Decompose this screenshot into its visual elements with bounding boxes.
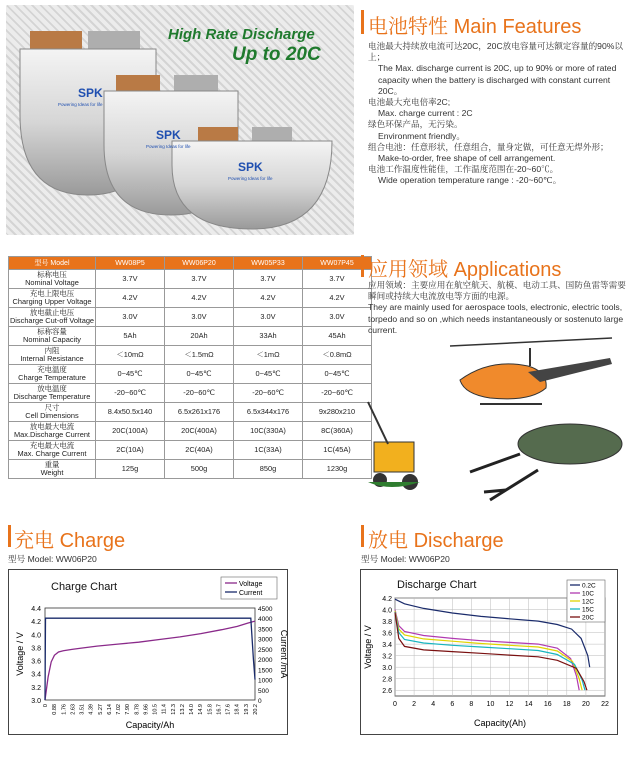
row-label: 标称电压 Nominal Voltage <box>9 270 96 289</box>
applications-title: 应用领域 Applications <box>368 257 562 281</box>
x-tick-label: 12.3 <box>170 704 177 715</box>
table-cell: ＜0.8mΩ <box>303 346 372 365</box>
table-cell: 4.2V <box>303 289 372 308</box>
table-cell: 2C(10A) <box>96 441 165 460</box>
table-cell: 4.2V <box>96 289 165 308</box>
legend-label: 0.2C <box>582 582 596 590</box>
y-tick-label: 3.4 <box>31 671 41 679</box>
table-cell: 33Ah <box>234 327 303 346</box>
row-label: 尺寸 Cell Dimensions <box>9 403 96 422</box>
y-tick-label: 3.6 <box>31 658 41 666</box>
table-row <box>9 270 372 289</box>
feature-3-en: Environment friendly。 <box>378 130 465 141</box>
table-cell: 6.5x261x176 <box>165 403 234 422</box>
y2-tick-label: 1500 <box>258 667 273 675</box>
x-tick-label: 8 <box>469 701 474 708</box>
table-row <box>9 384 372 403</box>
y-tick-label: 4.2 <box>382 596 392 603</box>
x-tick-label: 11.4 <box>161 704 168 715</box>
series-line-12c <box>395 611 582 691</box>
y2-tick-label: 3000 <box>258 636 273 644</box>
brand-logo-1: SPK <box>78 86 103 100</box>
applications-text <box>368 280 626 336</box>
y-tick-label: 4.0 <box>31 632 41 640</box>
table-cell: 0~45℃ <box>303 365 372 384</box>
table-header-cell: WW06P20 <box>165 257 234 270</box>
series-line-current <box>45 618 255 700</box>
helicopter-icon <box>450 338 612 404</box>
table-header-cell: WW08P5 <box>96 257 165 270</box>
x-tick-label: 4.39 <box>88 704 95 715</box>
feature-1-cn: 电池最大持续放电流可达20C，20C放电容量可达额定容量的90%以上； <box>368 41 623 63</box>
table-cell: 3.7V <box>303 270 372 289</box>
feature-4-en: Make-to-order, free shape of cell arrangement. <box>378 153 556 164</box>
y-tick-label: 3.0 <box>382 665 392 673</box>
feature-5-en: Wide operation temperature range : -20~60℃。 <box>378 175 562 186</box>
x-axis-label: Capacity/Ah <box>125 720 175 730</box>
x-tick-label: 16.7 <box>216 704 223 715</box>
charge-chart <box>9 570 287 734</box>
x-tick-label: 15.8 <box>207 704 214 715</box>
table-cell: 3.7V <box>234 270 303 289</box>
y2-tick-label: 1000 <box>258 677 273 685</box>
x-tick-label: 0.88 <box>52 704 59 715</box>
table-cell: 3.7V <box>96 270 165 289</box>
x-tick-label: 22 <box>601 701 609 708</box>
table-cell: ＜1.5mΩ <box>165 346 234 365</box>
x-tick-label: 20 <box>582 701 590 708</box>
table-cell: 9x280x210 <box>303 403 372 422</box>
legend-label: 12C <box>582 598 594 606</box>
svg-text:Powering Ideas for life: Powering Ideas for life <box>146 144 191 149</box>
feature-2-cn: 电池最大充电倍率2C; <box>368 97 451 108</box>
charge-accent-bar <box>8 525 11 547</box>
hero-subheadline: Up to 20C <box>232 44 321 65</box>
x-tick-label: 16 <box>543 701 552 708</box>
x-tick-label: 14.0 <box>189 704 196 715</box>
table-cell: 20C(100A) <box>96 422 165 441</box>
x-tick-label: 14 <box>524 701 533 708</box>
x-tick-label: 0 <box>393 701 397 708</box>
x-tick-label: 18.4 <box>234 704 241 715</box>
svg-text:Powering Ideas for life: Powering Ideas for life <box>228 176 273 181</box>
y2-tick-label: 2500 <box>258 646 273 654</box>
table-cell: -20~60℃ <box>234 384 303 403</box>
y2-tick-label: 3500 <box>258 626 273 634</box>
table-cell: 0~45℃ <box>234 365 303 384</box>
table-cell: 1C(45A) <box>303 441 372 460</box>
table-row <box>9 289 372 308</box>
table-cell: ＜1mΩ <box>234 346 303 365</box>
x-tick-label: 2.63 <box>70 704 77 715</box>
table-cell: 8C(360A) <box>303 422 372 441</box>
table-cell: 1230g <box>303 460 372 479</box>
table-cell: 3.0V <box>165 308 234 327</box>
chart-title: Discharge Chart <box>397 579 477 591</box>
table-cell: 4.2V <box>165 289 234 308</box>
y-tick-label: 3.2 <box>382 653 392 661</box>
x-tick-label: 8.78 <box>134 704 141 715</box>
features-list <box>368 41 624 187</box>
x-tick-label: 13.2 <box>179 704 186 715</box>
y-tick-label: 4.2 <box>31 619 41 627</box>
table-cell: -20~60℃ <box>96 384 165 403</box>
table-row <box>9 308 372 327</box>
feature-5-cn: 电池工作温度性能佳，工作温度范围在-20~60℃。 <box>368 164 559 175</box>
x-tick-label: 1.76 <box>61 704 68 715</box>
y-tick-label: 3.2 <box>31 684 41 692</box>
x-tick-label: 6 <box>450 701 455 708</box>
table-cell: 20C(400A) <box>165 422 234 441</box>
table-cell: 10C(330A) <box>234 422 303 441</box>
brand-logo-3: SPK <box>238 160 263 174</box>
lawn-mower-icon <box>368 402 420 490</box>
row-label: 重量 Weight <box>9 460 96 479</box>
x-tick-label: 12 <box>505 701 514 708</box>
table-cell: 125g <box>96 460 165 479</box>
table-cell: 3.0V <box>96 308 165 327</box>
y2-tick-label: 4000 <box>258 616 273 624</box>
applications-accent-bar <box>361 255 364 277</box>
x-tick-label: 7.90 <box>125 704 132 715</box>
table-cell: 8.4x50.5x140 <box>96 403 165 422</box>
table-cell: 6.5x344x176 <box>234 403 303 422</box>
discharge-chart-box <box>360 569 618 735</box>
x-tick-label: 0 <box>43 704 49 708</box>
charge-model: 型号 Model: WW06P20 <box>8 554 97 564</box>
legend-label: Voltage <box>239 581 263 588</box>
x-axis-label: Capacity(Ah) <box>473 718 527 728</box>
row-label: 充电最大电流 Max. Charge Current <box>9 441 96 460</box>
table-cell: 0~45℃ <box>96 365 165 384</box>
discharge-chart <box>361 570 617 734</box>
table-cell: ＜10mΩ <box>96 346 165 365</box>
table-row <box>9 346 372 365</box>
table-row <box>9 403 372 422</box>
x-tick-label: 10 <box>486 701 495 708</box>
legend-label: 20C <box>582 614 594 622</box>
table-cell: -20~60℃ <box>165 384 234 403</box>
table-cell: 1C(33A) <box>234 441 303 460</box>
x-tick-label: 14.9 <box>198 704 205 715</box>
charge-title: 充电 Charge <box>14 528 126 552</box>
plot-area <box>45 608 255 700</box>
legend-label: Current <box>239 590 263 597</box>
x-tick-label: 5.27 <box>97 704 104 715</box>
feature-2-en: Max. charge current : 2C <box>378 108 473 119</box>
y-tick-label: 2.6 <box>382 688 392 696</box>
y2-tick-label: 500 <box>258 687 269 695</box>
row-label: 内阻 Internal Resistance <box>9 346 96 365</box>
y-axis-label: Voltage / V <box>15 632 25 676</box>
table-cell: 5Ah <box>96 327 165 346</box>
table-cell: 3.7V <box>165 270 234 289</box>
row-label: 放电温度 Discharge Temperature <box>9 384 96 403</box>
table-cell: 4.2V <box>234 289 303 308</box>
table-row <box>9 460 372 479</box>
y-tick-label: 3.0 <box>31 698 41 705</box>
applications-en: They are mainly used for aerospace tools, electronic, electric tools, torpedo and so on ,which needs instantaneously or sostenuto large current. <box>368 302 624 335</box>
x-tick-label: 17.6 <box>225 704 232 715</box>
features-title: 电池特性 Main Features <box>368 14 582 38</box>
table-header-cell: 型号 Model <box>9 257 96 270</box>
y2-tick-label: 4500 <box>258 606 273 613</box>
table-row <box>9 422 372 441</box>
chart-title: Charge Chart <box>51 581 118 593</box>
brand-logo-2: SPK <box>156 128 181 142</box>
series-line-voltage <box>45 621 255 700</box>
y-tick-label: 3.4 <box>382 642 392 650</box>
feature-1-en: The Max. discharge current is 20C, up to 90% or more of rated capacity when the battery is discharged with constant current 20C。 <box>378 63 617 96</box>
x-tick-label: 19.3 <box>243 704 250 715</box>
y-axis-label: Voltage / V <box>363 625 373 669</box>
row-label: 标称容量 Nominal Capacity <box>9 327 96 346</box>
row-label: 放电截止电压 Discharge Cut-off Voltage <box>9 307 95 325</box>
y2-tick-label: 2000 <box>258 657 273 665</box>
row-label: 充电上限电压 Charging Upper Voltage <box>9 289 96 308</box>
y-tick-label: 4.4 <box>31 606 41 613</box>
x-tick-label: 3.51 <box>79 704 86 715</box>
x-tick-label: 20.2 <box>253 704 259 715</box>
table-cell: -20~60℃ <box>303 384 372 403</box>
applications-cn: 应用领域：主要应用在航空航天、航模、电动工具、国防鱼雷等需要瞬间或持续大电流放电等方面的电源。 <box>368 280 626 302</box>
feature-3-cn: 绿色环保产品，无污染。 <box>368 119 463 130</box>
table-cell: 20Ah <box>165 327 234 346</box>
x-tick-label: 6.14 <box>106 704 113 715</box>
table-row <box>9 327 372 346</box>
discharge-model: 型号 Model: WW06P20 <box>361 554 450 564</box>
table-cell: 45Ah <box>303 327 372 346</box>
legend-label: 15C <box>582 606 594 614</box>
row-label: 放电最大电流 Max.Discharge Current <box>9 422 96 441</box>
features-accent-bar <box>361 10 364 34</box>
table-header-cell: WW07P45 <box>303 257 372 270</box>
x-tick-label: 4 <box>431 701 436 708</box>
table-cell: 850g <box>234 460 303 479</box>
table-cell: 3.0V <box>303 308 372 327</box>
table-cell: 500g <box>165 460 234 479</box>
hero-headline: High Rate Discharge <box>168 26 315 43</box>
y-tick-label: 3.8 <box>31 645 41 653</box>
y-tick-label: 4.0 <box>382 607 392 615</box>
legend-label: 10C <box>582 590 594 598</box>
svg-text:Powering Ideas for life: Powering Ideas for life <box>58 102 103 107</box>
table-cell: 0~45℃ <box>165 365 234 384</box>
x-tick-label: 7.02 <box>116 704 123 715</box>
table-row <box>9 441 372 460</box>
discharge-title: 放电 Discharge <box>368 528 504 552</box>
spec-table-wrap <box>8 256 372 479</box>
spec-table <box>8 256 372 479</box>
x-tick-label: 9.66 <box>143 704 150 715</box>
table-header-cell: WW05P33 <box>234 257 303 270</box>
table-row <box>9 365 372 384</box>
y2-tick-label: 0 <box>258 698 262 705</box>
table-cell: 2C(40A) <box>165 441 234 460</box>
y-tick-label: 3.8 <box>382 619 392 627</box>
row-label: 充电温度 Charge Temperature <box>9 365 96 384</box>
table-cell: 3.0V <box>234 308 303 327</box>
x-tick-label: 18 <box>562 701 571 708</box>
x-tick-label: 10.5 <box>152 704 159 715</box>
discharge-accent-bar <box>361 525 364 547</box>
y2-axis-label: Current /mA <box>279 629 289 679</box>
torpedo-icon <box>470 424 622 500</box>
charge-chart-box <box>8 569 288 735</box>
y-tick-label: 3.6 <box>382 630 392 638</box>
x-tick-label: 2 <box>412 701 417 708</box>
y-tick-label: 2.8 <box>382 676 392 684</box>
applications-illustration <box>360 332 628 507</box>
feature-4-cn: 组合电池：任意形状，任意组合，量身定做，可任意无焊外形； <box>368 141 609 152</box>
